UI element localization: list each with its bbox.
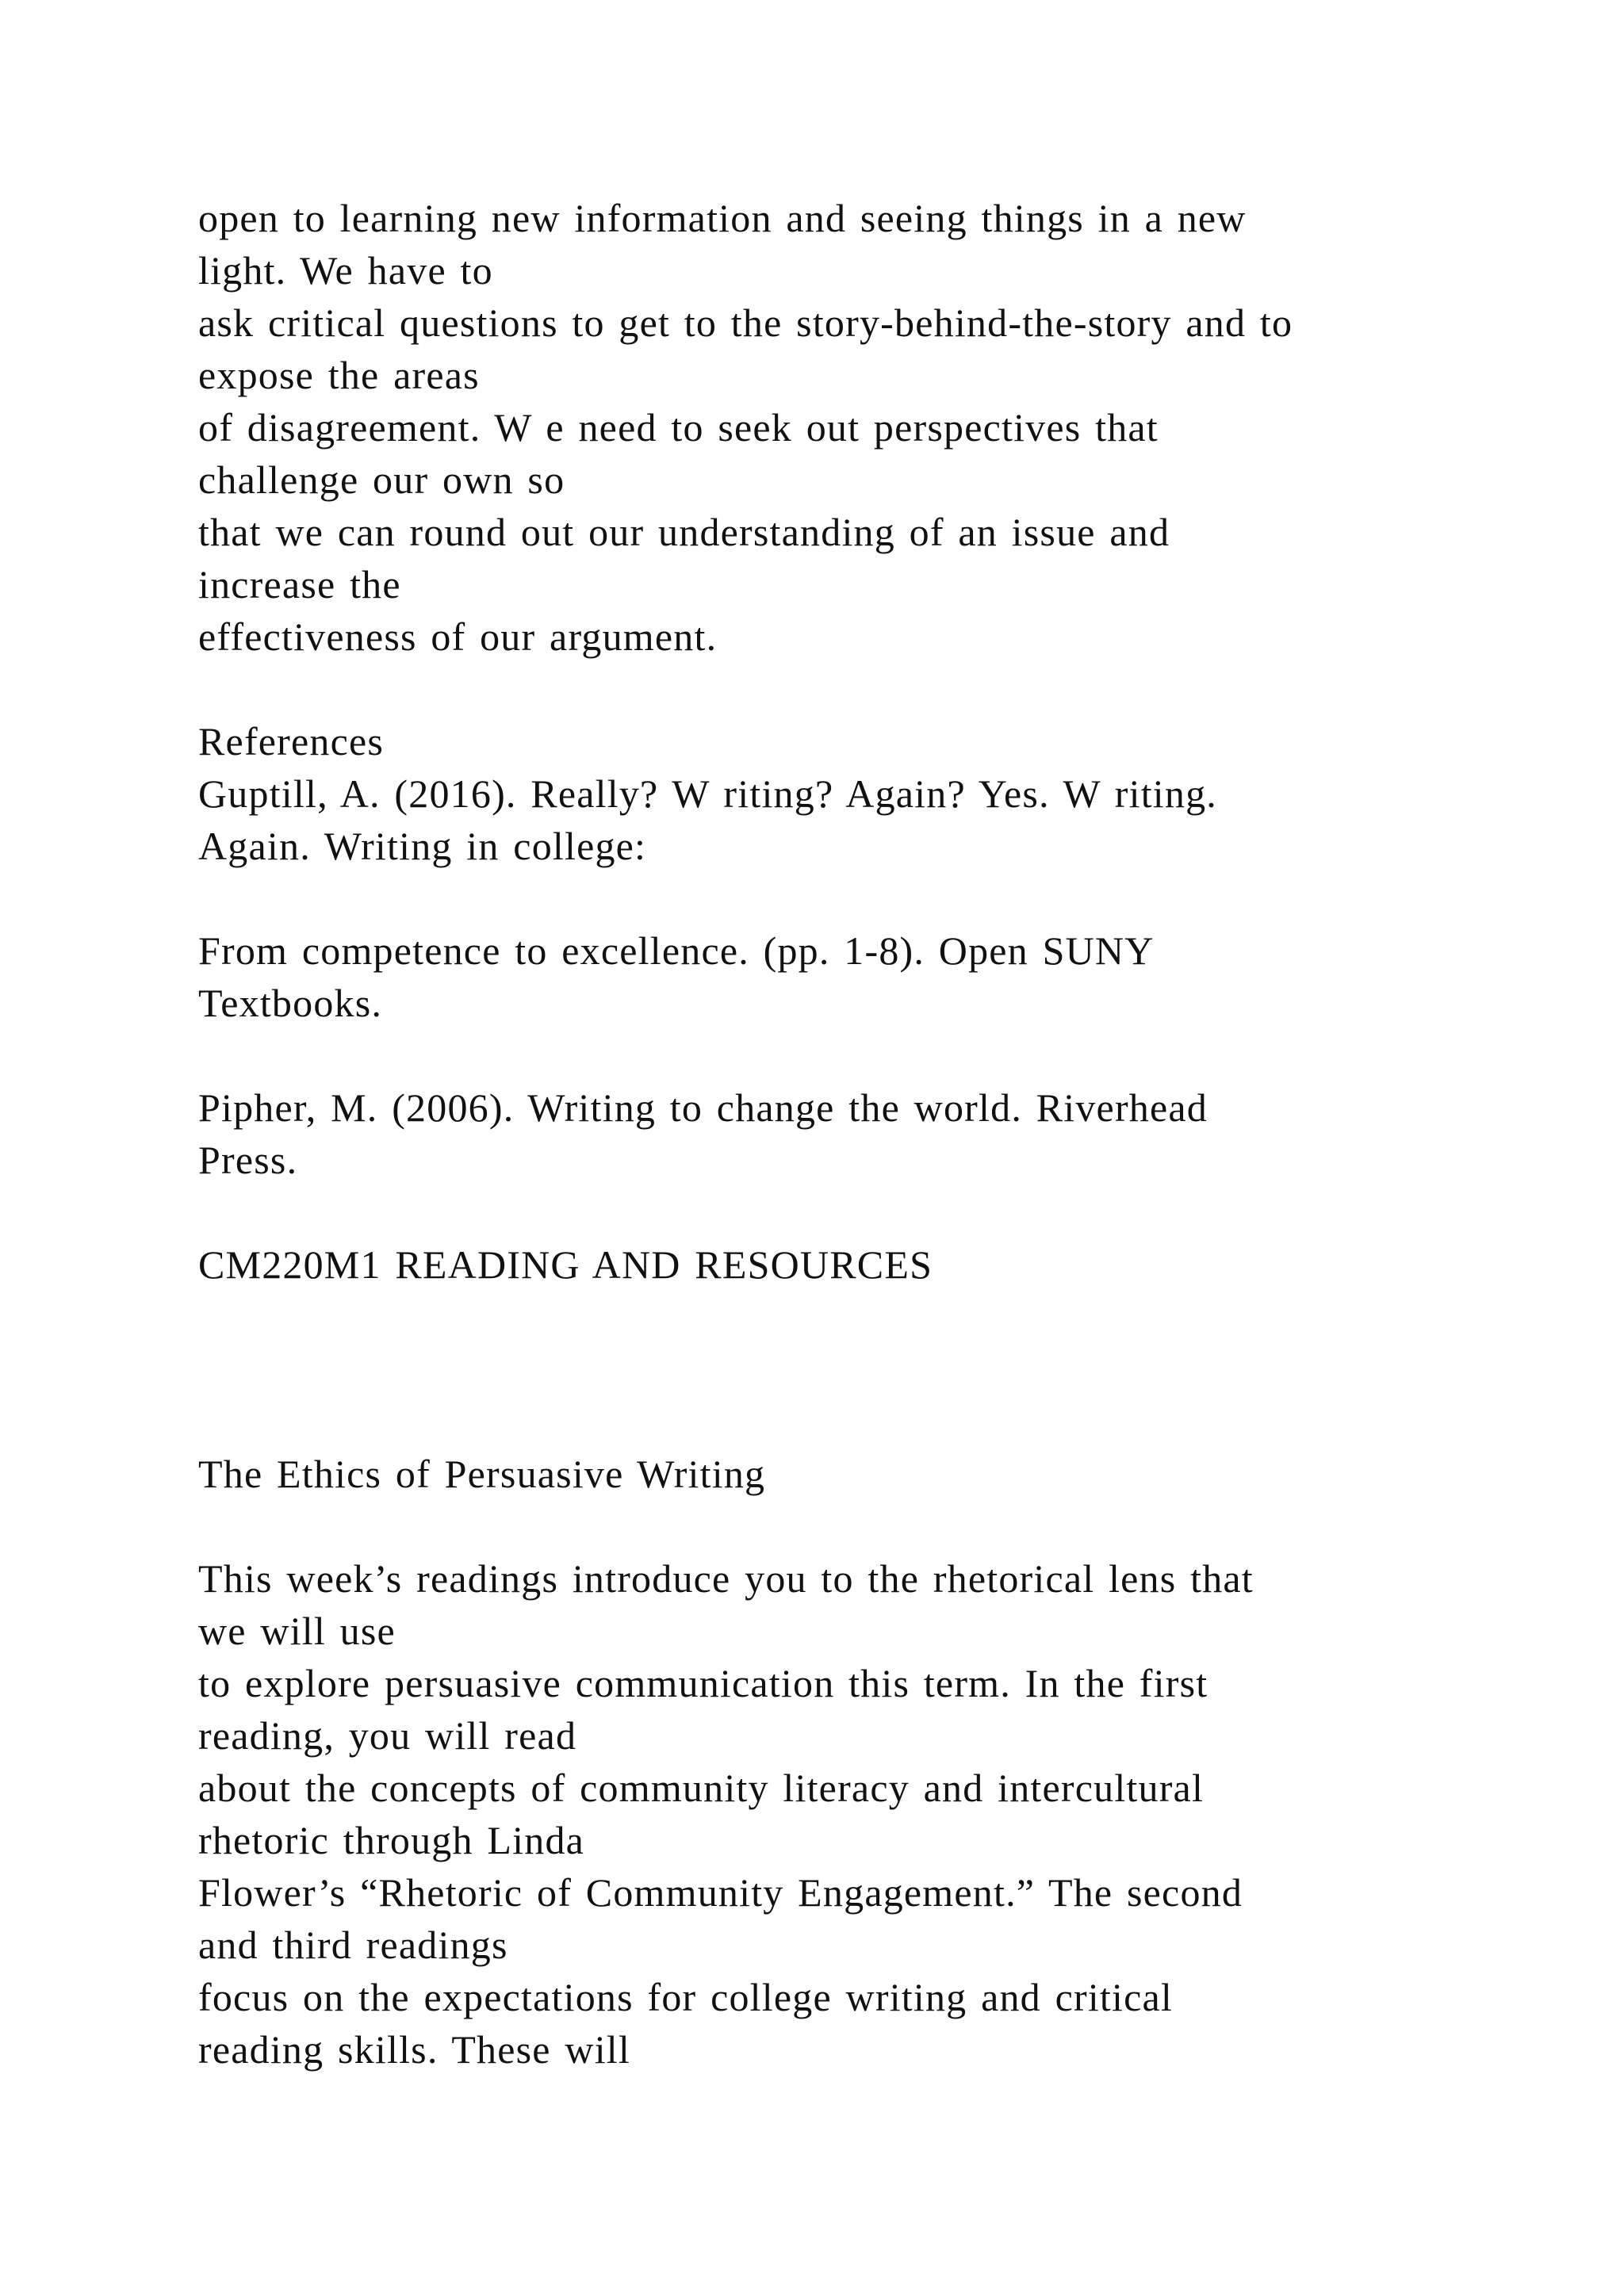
spacer [198, 1186, 1546, 1238]
spacer [198, 872, 1546, 924]
text-line: reading, you will read [198, 1713, 577, 1758]
section-heading: CM220M1 READING AND RESOURCES [198, 1242, 933, 1287]
text-line: increase the [198, 562, 401, 607]
reference-pipher [198, 1081, 1546, 1186]
document-body [198, 192, 1546, 2076]
spacer [198, 663, 1546, 715]
references-heading: References [198, 719, 385, 763]
text-line: Pipher, M. (2006). Writing to change the world. Riverhead [198, 1085, 1208, 1130]
text-line: Guptill, A. (2016). Really? W riting? Again? Yes. W riting. [198, 771, 1217, 816]
text-line: Flower’s “Rhetoric of Community Engagement.” The second [198, 1870, 1243, 1915]
reference-guptill [198, 767, 1546, 1029]
paragraph-readings [198, 1552, 1546, 2076]
spacer [198, 1029, 1546, 1081]
spacer [198, 1500, 1546, 1552]
text-line: Press. [198, 1138, 298, 1182]
subheading: The Ethics of Persuasive Writing [198, 1452, 766, 1496]
text-line: This week’s readings introduce you to the rhetorical lens that [198, 1556, 1254, 1601]
text-line: rhetoric through Linda [198, 1818, 585, 1862]
text-line: about the concepts of community literacy and intercultural [198, 1766, 1205, 1810]
text-line: to explore persuasive communication this term. In the first [198, 1661, 1208, 1705]
spacer [198, 1291, 1546, 1448]
text-line: expose the areas [198, 353, 480, 397]
paragraph-argument [198, 192, 1546, 663]
text-line: ask critical questions to get to the story-behind-the-story and to [198, 300, 1293, 345]
text-line: and third readings [198, 1923, 508, 1967]
text-line: effectiveness of our argument. [198, 614, 718, 659]
text-line: open to learning new information and seeing things in a new [198, 196, 1247, 240]
text-line: we will use [198, 1609, 396, 1653]
text-line: focus on the expectations for college writing and critical [198, 1975, 1173, 2019]
text-line: reading skills. These will [198, 2027, 630, 2072]
text-line: Textbooks. [198, 981, 383, 1025]
text-line: light. We have to [198, 248, 493, 293]
text-line: Again. Writing in college: [198, 824, 647, 868]
text-line: that we can round out our understanding of an issue and [198, 510, 1170, 554]
text-line: From competence to excellence. (pp. 1-8). Open SUNY [198, 928, 1155, 973]
text-line: challenge our own so [198, 457, 565, 502]
text-line: of disagreement. W e need to seek out perspectives that [198, 405, 1159, 450]
